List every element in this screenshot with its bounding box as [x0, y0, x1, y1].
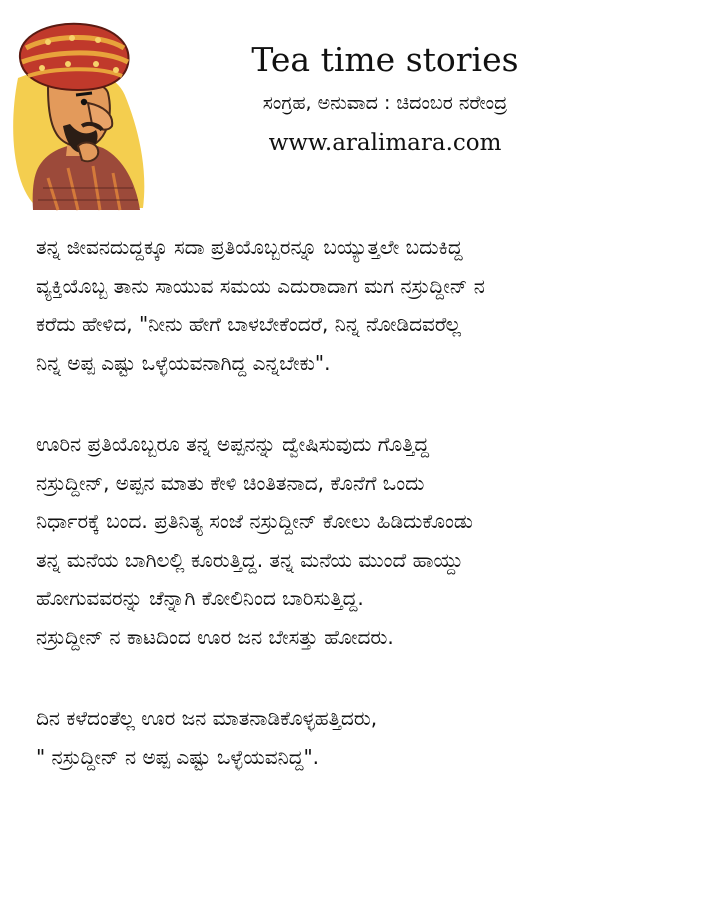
story-body [36, 228, 706, 819]
page-title: Tea time stories [251, 40, 519, 79]
website-url: www.aralimara.com [268, 130, 502, 156]
story-line: ತನ್ನ ಮನೆಯ ಬಾಗಿಲಲ್ಲಿ ಕೂರುತ್ತಿದ್ದ. ತನ್ನ ಮನೆಯ ಮುಂದೆ ಹಾಯ್ದು [36, 547, 464, 572]
story-paragraph-2 [36, 425, 706, 656]
story-line: ನಸ್ರುದ್ದೀನ್ ನ ಕಾಟದಿಂದ ಊರ ಜನ ಬೇಸತ್ತು ಹೋದರು. [36, 624, 394, 649]
story-line: ನಸ್ರುದ್ದೀನ್, ಅಪ್ಪನ ಮಾತು ಕೇಳಿ ಚಿಂತಿತನಾದ, ಕೊನೆಗೆ ಒಂದು [36, 470, 425, 495]
story-paragraph-1 [36, 228, 706, 382]
story-line: ಊರಿನ ಪ್ರತಿಯೊಬ್ಬರೂ ತನ್ನ ಅಪ್ಪನನ್ನು ದ್ವೇಷಿಸುವುದು ಗೊತ್ತಿದ್ದ [36, 432, 430, 456]
story-line: ವ್ಯಕ್ತಿಯೊಬ್ಬ ತಾನು ಸಾಯುವ ಸಮಯ ಎದುರಾದಾಗ ಮಗ ನಸ್ರುದ್ದೀನ್ ನ [36, 273, 485, 298]
turbaned-man-illustration [8, 18, 148, 213]
header [0, 0, 720, 215]
story-line: ನಿನ್ನ ಅಪ್ಪ ಎಷ್ಟು ಒಳ್ಳೆಯವನಾಗಿದ್ದ ಎನ್ನಬೇಕು". [36, 350, 331, 375]
title-block [170, 38, 600, 160]
story-line: ದಿನ ಕಳೆದಂತೆಲ್ಲ ಊರ ಜನ ಮಾತನಾಡಿಕೊಳ್ಳಹತ್ತಿದರು, [36, 706, 378, 730]
story-line: ನಿರ್ಧಾರಕ್ಕೆ ಬಂದ. ಪ್ರತಿನಿತ್ಯ ಸಂಜೆ ನಸ್ರುದ್ದೀನ್ ಕೋಲು ಹಿಡಿದುಕೊಂಡು [36, 509, 473, 533]
page-subtitle: ಸಂಗ್ರಹ, ಅನುವಾದ : ಚಿದಂಬರ ನರೇಂದ್ರ [262, 92, 508, 114]
story-paragraph-3 [36, 699, 706, 776]
story-line: " ನಸ್ರುದ್ದೀನ್ ನ ಅಪ್ಪ ಎಷ್ಟು ಒಳ್ಳೆಯವನಿದ್ದ". [36, 744, 320, 769]
story-line: ಹೋಗುವವರನ್ನು ಚೆನ್ನಾಗಿ ಕೋಲಿನಿಂದ ಬಾರಿಸುತ್ತಿದ್ದ. [36, 586, 364, 610]
story-line: ಕರೆದು ಹೇಳಿದ, "ನೀನು ಹೇಗೆ ಬಾಳಬೇಕೆಂದರೆ, ನಿನ್ನ ನೋಡಿದವರೆಲ್ಲ [36, 312, 461, 336]
story-line: ತನ್ನ ಜೀವನದುದ್ದಕ್ಕೂ ಸದಾ ಪ್ರತಿಯೊಬ್ಬರನ್ನೂ ಬಯ್ಯುತ್ತಲೇ ಬದುಕಿದ್ದ [36, 235, 463, 259]
